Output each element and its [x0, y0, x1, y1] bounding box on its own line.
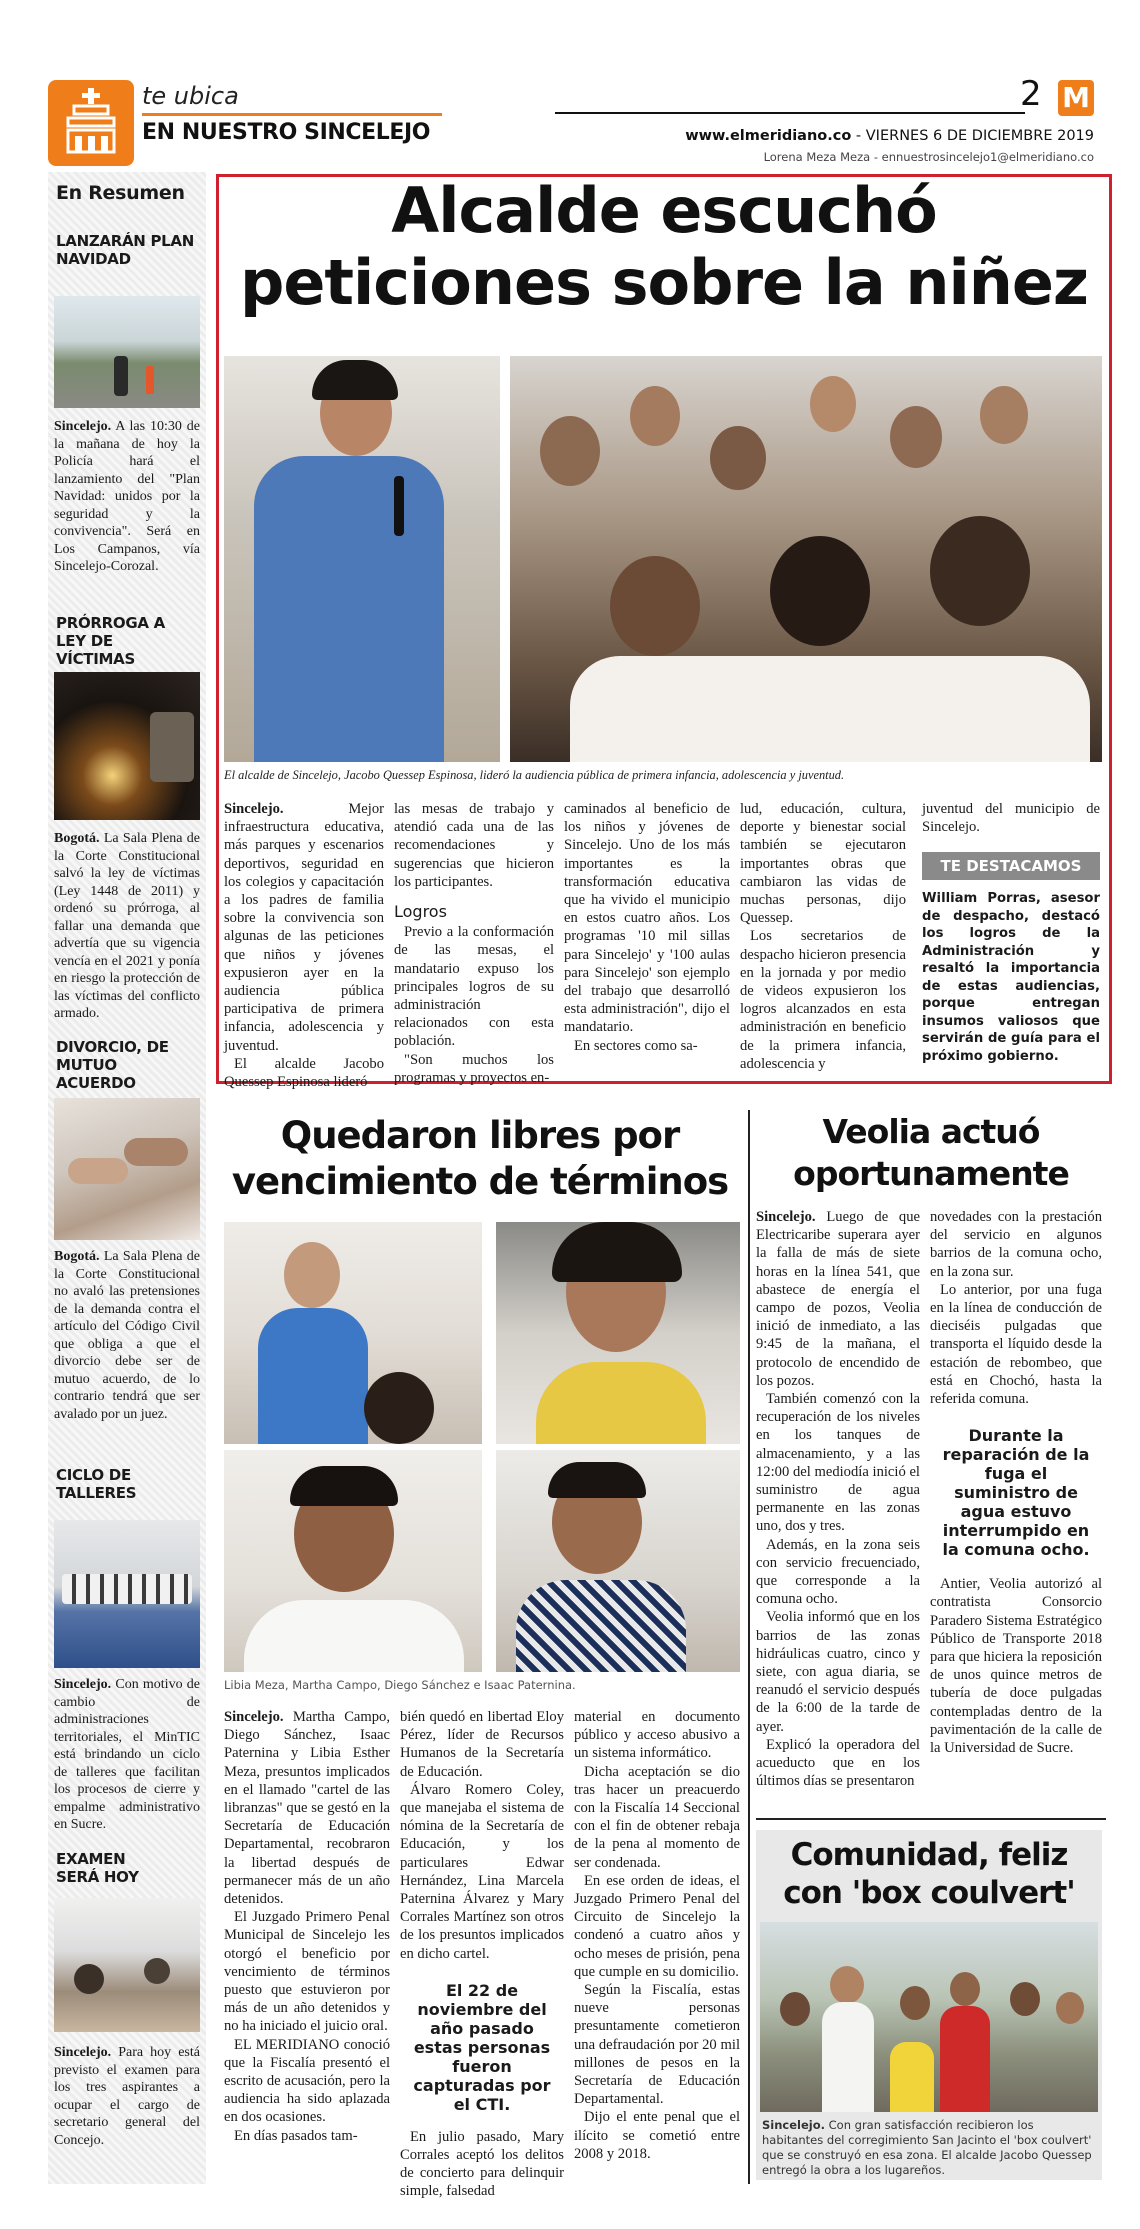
main-col-5 [922, 800, 1100, 836]
main-text-4b: Los secretarios de despacho hicieron presencia en la jornada y por medio de videos expusieron los logros alcanzados en esta administración en beneficio de la primera infancia, adolescencia y [740, 928, 906, 1072]
story3-text-2a: novedades con la prestación del servicio en algunos barrios de la comuna ocho, en la zona sur. [930, 1209, 1102, 1280]
story3-text-1b: También comenzó con la recuperación de los niveles en los tanques de almacenamiento, y a las 12:00 del mediodía inició el suministro de agua permanente en las zonas uno, dos y tres. [756, 1391, 920, 1535]
sidebar-text-1 [54, 418, 200, 576]
header-rule [555, 112, 1025, 114]
main-subhead: Logros [394, 902, 447, 922]
story2-photo-4 [496, 1450, 740, 1672]
story3-headline-line2: oportunamente [793, 1154, 1069, 1193]
sidebar-text-2 [54, 830, 200, 1023]
main-text-2b: Previo a la conformación de las mesas, el mandatario expuso los principales logros de su administración relacionados con esta población. [394, 924, 554, 1050]
story4-caption [762, 2118, 1096, 2178]
date: VIERNES 6 DE DICIEMBRE 2019 [865, 128, 1094, 144]
column-divider [748, 1110, 750, 2184]
story3-col-2 [930, 1208, 1102, 1757]
story2-text-2b: Álvaro Romero Coley, que manejaba el sistema de nómina de la Secretaría de Educación, y los particulares Edwar Hernández, Lina Marcela Paternina Álvarez y Mary Corrales Martínez son otros de los presuntos implicados en dicho cartel. [400, 1781, 564, 1962]
main-text-2c: "Son muchos los programas y proyectos en- [394, 1051, 554, 1086]
story2-text-3e: Dijo el ente penal que el ilícito se cometió entre 2008 y 2018. [574, 2109, 740, 2162]
author-line: Lorena Meza Meza - ennuestrosincelejo1@elmeridiano.co [763, 150, 1094, 164]
section-kicker: te ubica [142, 82, 239, 110]
story3-lede: Sincelejo. [756, 1209, 816, 1225]
main-text-1b: El alcalde Jacobo Quessep Espinosa lideró [224, 1055, 384, 1091]
story2-col-3 [574, 1708, 740, 2163]
sidebar-lede-4: Sincelejo. [54, 1677, 112, 1692]
main-headline-line2: peticiones sobre la niñez [239, 246, 1089, 319]
sidebar-body-3: La Sala Plena de la Corte Constitucional no avaló las pretensiones de la demanda contra el artículo del Código Civil que obliga a que el divorcio debe ser de mutuo acuerdo, de lo contrario tendrá que ser avalado por un juez. [54, 1249, 200, 1422]
story2-text-2a: bién quedó en libertad Eloy Pérez, líder de Recursos Humanos de la Secretaría de Educación. [400, 1709, 564, 1780]
story2-lede: Sincelejo. [224, 1709, 284, 1725]
sidebar-headline-5: EXAMEN SERÁ HOY [56, 1850, 139, 1886]
story3-col-1 [756, 1208, 920, 1791]
story4-headline-line1: Comunidad, feliz [790, 1837, 1068, 1873]
story3-text-1a: Luego de que Electricaribe superara ayer la falla de más de siete horas en la línea 541, que abastece de energía el campo de pozos, Veolia inició de inmediato, a las 9:45 de la mañana, el protocolo de encendido de los pozos. [756, 1209, 920, 1389]
main-text-1a: Mejor infraestructura educativa, más parques y escenarios deportivos, seguridad en los colegios y capacitación a los padres de familia sobre la convivencia son algunas de las peticiones que niños y jóvenes expusieron ayer en la audiencia pública participativa de primera infancia, adolescencia y juventud. [224, 801, 384, 1054]
story2-text-3b: Dicha aceptación se dio tras hacer un preacuerdo con la Fiscalía 14 Seccional con el fin de obtener rebaja de la pena al momento de ser condenada. [574, 1763, 740, 1871]
sidebar-body-5: Para hoy está previsto el examen para los tres aspirantes a ocupar el cargo de secretario general del Concejo. [54, 2045, 200, 2148]
highlight-label: TE DESTACAMOS [922, 852, 1100, 880]
highlight-text: William Porras, asesor de despacho, destacó los logros de la Administración y resaltó la importancia de estas audiencias, porque entregan insumos valiosos que servirán de guía para el próximo gobierno. [922, 891, 1100, 1064]
sidebar-photo-2 [54, 672, 200, 820]
sidebar-title: En Resumen [56, 182, 185, 204]
sidebar-lede-1: Sincelejo. [54, 419, 112, 434]
story2-headline-line2: vencimiento de términos [231, 1160, 729, 1203]
section-logo-icon [48, 80, 134, 166]
story3-text-1e: Explicó la operadora del acueducto que en los últimos días se presentaron [756, 1736, 920, 1790]
main-col-1 [224, 800, 384, 1091]
story4-caption-text: Con gran satisfacción recibieron los habitantes del corregimiento San Jacinto el 'box coulvert' que se construyó en esa zona. El alcalde Jacobo Quessep entregó la obra a los lugareños. [762, 2118, 1092, 2177]
main-text-4a: lud, educación, cultura, deporte y bienestar social también se ejecutaron importantes obras que cambiaron las vidas de muchas personas, dijo Quessep. [740, 801, 906, 927]
story2-text-3a: material en documento público y acceso abusivo a un sistema informático. [574, 1709, 740, 1762]
sidebar-headline-1: LANZARÁN PLAN NAVIDAD [56, 232, 194, 268]
story3-pullquote: Durante la reparación de la fuga el suministro de agua estuvo interrumpido en la comuna ocho. [942, 1426, 1090, 1560]
main-headline-line1: Alcalde escuchó [391, 174, 937, 247]
main-photo-audience [510, 356, 1102, 762]
date-separator: - [855, 128, 866, 144]
story3-text-1c: Además, en la zona seis con servicio frecuenciado, que corresponde a la comuna ocho. [756, 1536, 920, 1608]
story2-pullquote: El 22 de noviembre del año pasado estas personas fueron capturadas por el CTI. [413, 1980, 551, 2114]
story4-photo [760, 1922, 1098, 2112]
story2-photo-2 [496, 1222, 740, 1444]
story2-photo-3 [224, 1450, 482, 1672]
brand-logo: M [1058, 80, 1094, 116]
dateline [685, 128, 1094, 144]
main-text-2a: las mesas de trabajo y atendió cada una de las recomendaciones y sugerencias que hicieron los participantes. [394, 801, 554, 890]
story2-photo-1 [224, 1222, 482, 1444]
main-col-2 [394, 800, 554, 1087]
sidebar-photo-1 [54, 296, 200, 408]
story4-headline-line2: con 'box coulvert' [783, 1875, 1075, 1911]
main-text-3b: En sectores como sa- [574, 1037, 698, 1054]
main-col-3 [564, 800, 730, 1055]
story3-text-2c: Antier, Veolia autorizó al contratista Consorcio Paradero Sistema Estratégico Público de Transporte 2018 para que hiciera la reposición de unos quince metros de tubería de doce pulgadas contempladas dentro de la pavimentación de la calle de la Universidad de Sucre. [930, 1576, 1102, 1757]
sidebar-lede-2: Bogotá. [54, 831, 100, 846]
sidebar-body-2: La Sala Plena de la Corte Constitucional salvó la ley de víctimas (Ley 1448 de 2011) y ordenó su prórroga, al fallar una demanda que advertía que su vigencia vencía en el 2021 y ponía en riesgo la protección de las víctimas del conflicto armado. [54, 831, 200, 1021]
sidebar-body-4: Con motivo de cambio de administraciones territoriales, el MinTIC está brindando un ciclo de talleres que facilitan los procesos de cierre y empalme administrativo en Sucre. [54, 1677, 200, 1832]
story2-text-1a: Martha Campo, Diego Sánchez, Isaac Paternina y Libia Esther Meza, presuntos implicados en el llamado "cartel de las libranzas" que se gestó en la Secretaría de Educación Departamental, recobraron la libertad después de permanecer más de un año detenidos. [224, 1709, 390, 1908]
sidebar-headline-3: DIVORCIO, DE MUTUO ACUERDO [56, 1038, 169, 1092]
story2-text-1d: En días pasados tam- [234, 2127, 358, 2144]
story2-caption: Libia Meza, Martha Campo, Diego Sánchez e Isaac Paternina. [224, 1678, 576, 1692]
page-number: 2 [1020, 74, 1042, 114]
section-rule [142, 113, 442, 116]
sidebar-text-5 [54, 2044, 200, 2149]
main-text-5a: juventud del municipio de Sincelejo. [922, 801, 1100, 836]
story3-bottom-rule [756, 1818, 1106, 1820]
sidebar-inner [54, 178, 200, 2178]
sidebar-text-3 [54, 1248, 200, 1423]
sidebar-headline-4: CICLO DE TALLERES [56, 1466, 137, 1502]
story2-col-1 [224, 1708, 390, 2145]
main-photo-mayor [224, 356, 500, 762]
main-photo-caption: El alcalde de Sincelejo, Jacobo Quessep Espinosa, lideró la audiencia pública de primera infancia, adolescencia y juventud. [224, 768, 845, 782]
main-col-4 [740, 800, 906, 1073]
story4-caption-lede: Sincelejo. [762, 2118, 825, 2132]
story2-text-2c: En julio pasado, Mary Corrales aceptó los delitos de concierto para delinquir simple, falsedad [400, 2128, 564, 2200]
story2-text-1c: EL MERIDIANO conoció que la Fiscalía presentó el escrito de acusación, pero la audiencia ha sido aplazada en dos ocasiones. [224, 2036, 390, 2126]
website: www.elmeridiano.co [685, 128, 852, 144]
story2-text-3d: Según la Fiscalía, estas nueve personas presuntamente cometieron una defraudación por 20 mil millones de pesos en la Secretaría de Educación Departamental. [574, 1982, 740, 2108]
main-lede: Sincelejo. [224, 801, 284, 817]
sidebar-headline-2: PRÓRROGA A LEY DE VÍCTIMAS [56, 614, 165, 668]
story2-headline-line1: Quedaron libres por [280, 1114, 680, 1157]
sidebar-photo-5 [54, 1898, 200, 2032]
sidebar-text-4 [54, 1676, 200, 1834]
story2-text-3c: En ese orden de ideas, el Juzgado Primero Penal del Circuito de Sincelejo la condenó a cuatro años y ocho meses de prisión, pena que cumple en su domicilio. [574, 1872, 740, 1980]
story3-text-1d: Veolia informó que en los barrios de las zonas hidráulicas cuatro, cinco y siete, con agua diaria, se reanudó el servicio después de la 6:00 de la tarde de ayer. [756, 1609, 920, 1735]
story2-text-1b: El Juzgado Primero Penal Municipal de Sincelejo les otorgó el beneficio por vencimiento de términos puesto que estuvieron por más de un año detenidos y no ha iniciado el juicio oral. [224, 1909, 390, 2035]
section-title: EN NUESTRO SINCELEJO [142, 120, 431, 145]
sidebar-lede-3: Bogotá. [54, 1249, 100, 1264]
sidebar-body-1: A las 10:30 de la mañana de hoy la Policía hará el lanzamiento del "Plan Navidad: unidos por la seguridad y la convivencia". Será en Los Campanos, vía Sincelejo-Corozal. [54, 419, 200, 574]
story3-text-2b: Lo anterior, por una fuga en la línea de conducción de dieciséis pulgadas que transporta el líquido desde la estación de rebombeo, que está en Chochó, hasta la referida comuna. [930, 1281, 1102, 1408]
sidebar-photo-3 [54, 1098, 200, 1240]
main-text-3a: caminados al beneficio de los niños y jóvenes de Sincelejo. Uno de los más importantes es la transformación educativa que ha vivido el municipio en estos cuatro años. Los programas '10 mil sillas para Sincelejo' y '100 aulas para Sincelejo' son ejemplo del trabajo que desarrolló esta administración", dijo el mandatario. [564, 801, 730, 1036]
story3-headline-line1: Veolia actuó [822, 1112, 1040, 1151]
sidebar-photo-4 [54, 1520, 200, 1668]
story2-col-2 [400, 1708, 564, 2201]
sidebar-lede-5: Sincelejo. [54, 2045, 112, 2060]
